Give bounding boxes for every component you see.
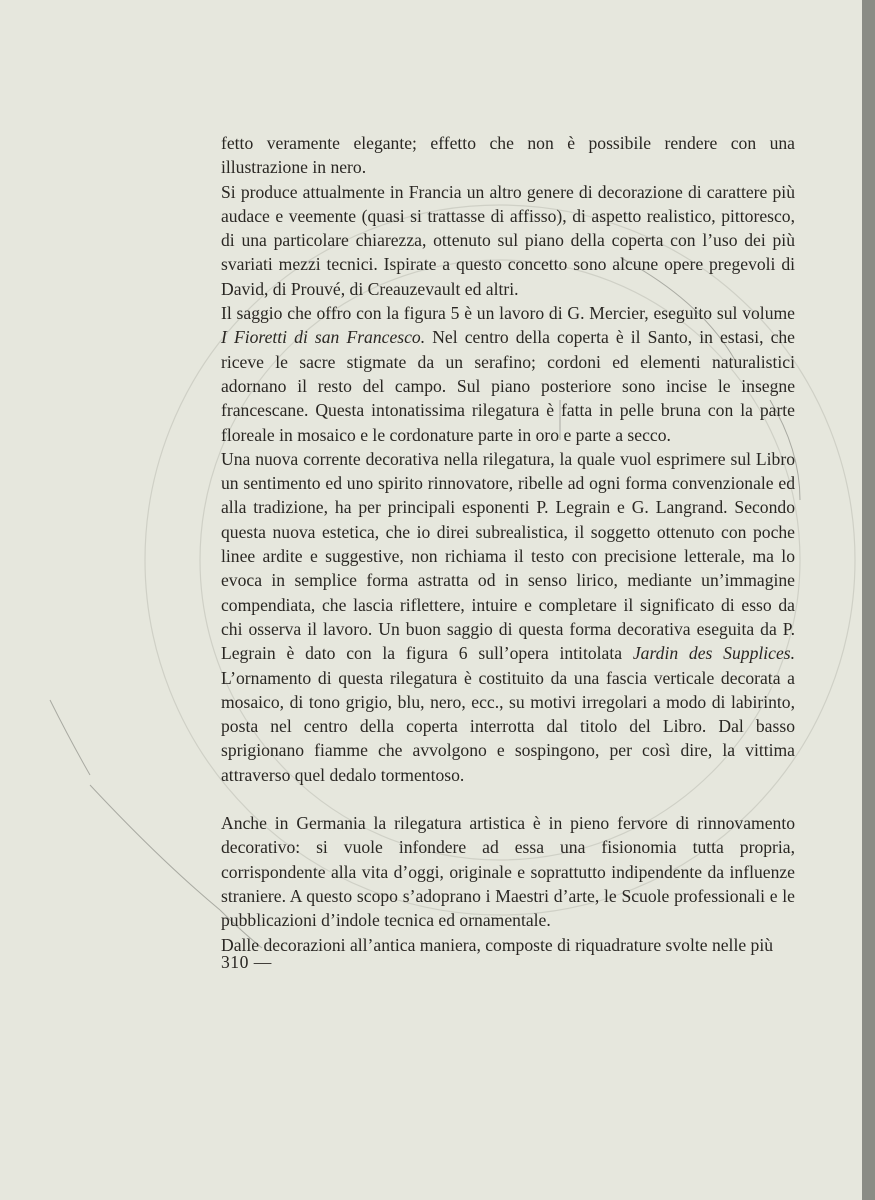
italic-title: Jardin des Supplices.: [632, 643, 796, 664]
text-run: Nel centro della coperta è il Santo, in estasi, che riceve le sacre stigmate da un serafino; cordoni ed elementi naturalistici adornano il resto del campo. Sul piano posteriore sono incise le insegne francescane. Questa intonatissima rilegatura è fatta in pelle bruna con la parte floreale in mosaico e le cordonature parte in oro e parte a secco.: [221, 327, 795, 445]
paragraph: [221, 301, 795, 447]
text-run: Una nuova corrente decorativa nella rilegatura, la quale vuol esprimere sul Libro un sentimento ed uno spirito rinnovatore, ribelle ad ogni forma convenzionale ed alla tradizione, ha per principali esponenti P. Legrain e G. Langrand. Secondo questa nuova estetica, che io direi subrealistica, il soggetto ottenuto con poche linee ardite e suggestive, non richiama il testo con precisione letterale, ma lo evoca in semplice forma astratta od in senso lirico, mediante un’immagine compendiata, che lascia riflettere, intuire e completare il significato di esso da chi osserva il lavoro. Un buon saggio di questa forma decorativa eseguita da P. Legrain è dato con la figura 6 sull’opera intitolata: [221, 448, 795, 664]
paragraph: [221, 131, 795, 180]
text-run: fetto veramente elegante; effetto che non è possibile rendere con una illustrazione in nero.: [221, 133, 795, 178]
body-text: [221, 131, 795, 957]
paragraph: [221, 180, 795, 301]
italic-title: I Fioretti di san Francesco.: [221, 327, 426, 348]
paragraph: [221, 933, 795, 957]
text-run: Si produce attualmente in Francia un altro genere di decorazione di carattere più audace e veemente (quasi si trattasse di affisso), di aspetto realistico, pittoresco, di una particolare chiarezza, ottenuto sul piano della coperta con l’uso dei più svariati mezzi tecnici. Ispirate a questo concetto sono alcune opere pregevoli di David, di Prouvé, di Creauzevault ed altri.: [221, 181, 795, 299]
text-run: Dalle decorazioni all’antica maniera, composte di riquadrature svolte nelle più: [221, 934, 774, 955]
text-run: L’ornamento di questa rilegatura è costituito da una fascia verticale decorata a mosaico, di tono grigio, blu, nero, ecc., su motivi irregolari a modo di labirinto, posta nel centro della coperta interrotta dal titolo del Libro. Dal basso sprigionano fiamme che avvolgono e sospingono, per così dire, la vittima attraverso quel dedalo tormentoso.: [221, 667, 795, 785]
text-run: Il saggio che offro con la figura 5 è un lavoro di G. Mercier, eseguito sul volume: [221, 303, 795, 324]
page-edge: [862, 0, 875, 1200]
paragraph: [221, 447, 795, 787]
paragraph: [221, 811, 795, 932]
page-number: 310 —: [221, 952, 272, 972]
text-run: Anche in Germania la rilegatura artistica è in pieno fervore di rinnovamento decorativo: si vuole infondere ad essa una fisionomia tutta propria, corrispondente alla vita d’oggi, originale e soprattutto indipendente da influenze straniere. A questo scopo s’adoprano i Maestri d’arte, le Scuole professionali e le pubblicazioni d’indole tecnica ed ornamentale.: [221, 813, 795, 931]
